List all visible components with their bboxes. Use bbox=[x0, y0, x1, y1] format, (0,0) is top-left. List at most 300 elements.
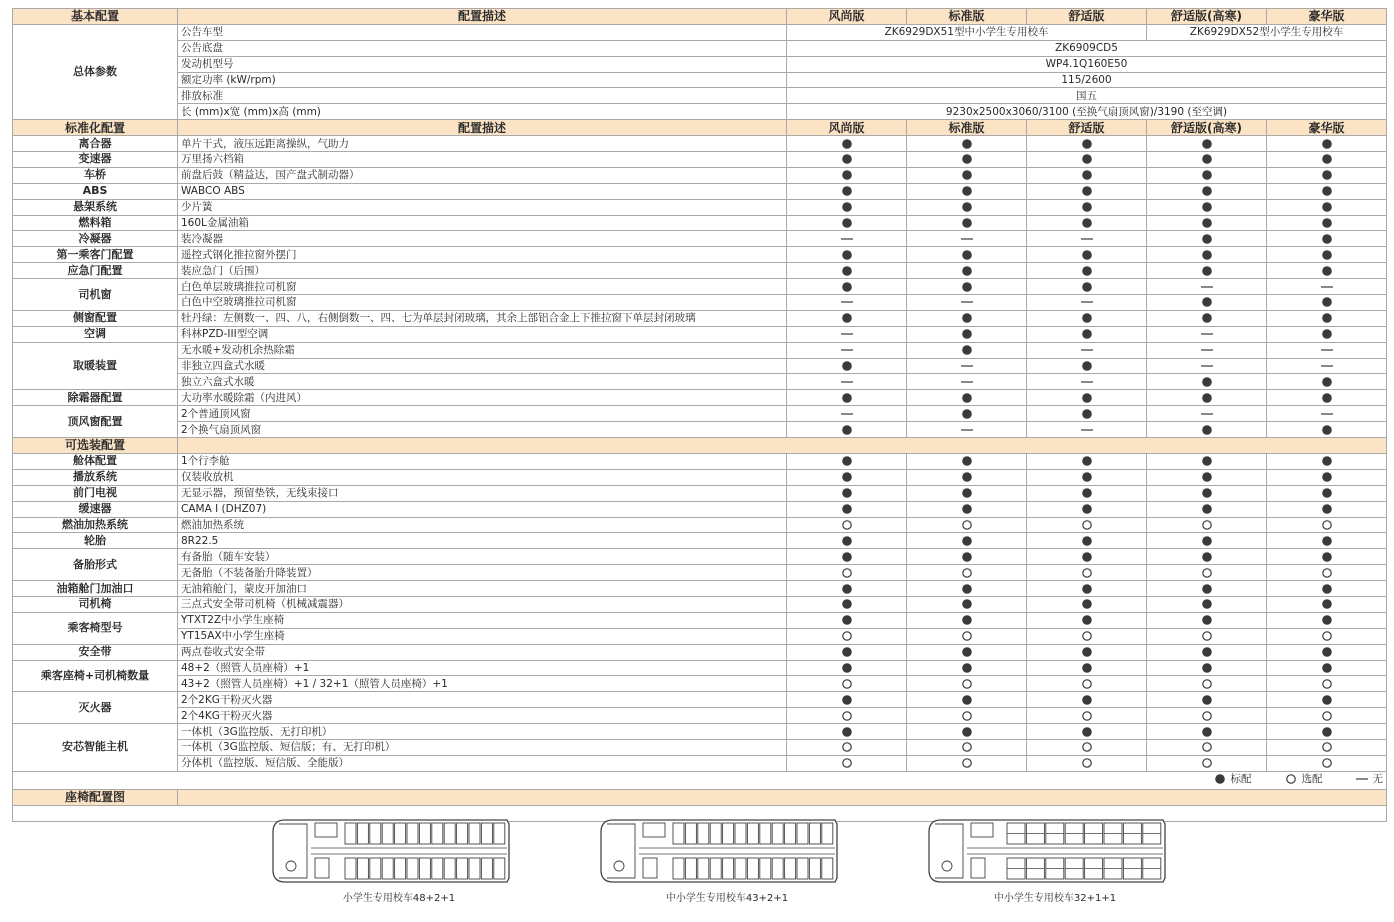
category-cell: ABS bbox=[13, 183, 178, 199]
section-header-row bbox=[13, 9, 1387, 25]
legend-item bbox=[1355, 772, 1384, 786]
standard-mark-icon bbox=[1080, 360, 1094, 372]
mark-cell bbox=[787, 581, 907, 597]
category-cell: 安芯智能主机 bbox=[13, 724, 178, 772]
legend-item bbox=[1284, 772, 1323, 786]
desc-cell: 非独立四盒式水暖 bbox=[178, 358, 787, 374]
variant-column-header: 舒适版(高寒) bbox=[1147, 9, 1267, 25]
standard-mark-icon bbox=[1320, 551, 1334, 563]
none-mark-icon bbox=[840, 296, 854, 308]
section-header-fill bbox=[178, 789, 1387, 805]
mark-cell bbox=[1147, 533, 1267, 549]
standard-mark-icon bbox=[1320, 694, 1334, 706]
standard-mark-icon bbox=[960, 646, 974, 658]
standard-mark-icon bbox=[960, 265, 974, 277]
optional-mark-icon bbox=[1200, 519, 1214, 531]
none-mark-icon bbox=[1355, 773, 1369, 785]
optional-mark-icon bbox=[1080, 567, 1094, 579]
mark-cell bbox=[1147, 326, 1267, 342]
mark-cell bbox=[787, 342, 907, 358]
mark-cell bbox=[1147, 612, 1267, 628]
value-cell: ZK6929DX51型中小学生专用校车 bbox=[787, 24, 1147, 40]
mark-cell bbox=[1267, 247, 1387, 263]
mark-cell bbox=[907, 565, 1027, 581]
standard-mark-icon bbox=[960, 249, 974, 261]
standard-mark-icon bbox=[840, 726, 854, 738]
optional-mark-icon bbox=[840, 710, 854, 722]
category-cell: 轮胎 bbox=[13, 533, 178, 549]
category-cell: 油箱舱门加油口 bbox=[13, 581, 178, 597]
standard-mark-icon bbox=[960, 487, 974, 499]
spec-row bbox=[13, 152, 1387, 168]
standard-mark-icon bbox=[1320, 138, 1334, 150]
mark-cell bbox=[907, 501, 1027, 517]
category-cell: 悬架系统 bbox=[13, 199, 178, 215]
mark-cell bbox=[1147, 295, 1267, 311]
mark-cell bbox=[1267, 469, 1387, 485]
mark-cell bbox=[1027, 739, 1147, 755]
mark-cell bbox=[1267, 755, 1387, 771]
mark-cell bbox=[907, 215, 1027, 231]
mark-cell bbox=[907, 453, 1027, 469]
mark-cell bbox=[1267, 279, 1387, 295]
standard-mark-icon bbox=[1213, 773, 1227, 785]
standard-mark-icon bbox=[1320, 471, 1334, 483]
mark-cell bbox=[907, 739, 1027, 755]
spec-row bbox=[13, 310, 1387, 326]
mark-cell bbox=[787, 453, 907, 469]
value-cell: 国五 bbox=[787, 88, 1387, 104]
standard-mark-icon bbox=[1200, 455, 1214, 467]
standard-mark-icon bbox=[960, 281, 974, 293]
desc-cell: 公告车型 bbox=[178, 24, 787, 40]
mark-cell bbox=[1027, 358, 1147, 374]
standard-mark-icon bbox=[840, 487, 854, 499]
mark-cell bbox=[1267, 263, 1387, 279]
basic-row bbox=[13, 56, 1387, 72]
optional-mark-icon bbox=[1320, 710, 1334, 722]
category-cell: 离合器 bbox=[13, 136, 178, 152]
mark-cell bbox=[787, 469, 907, 485]
mark-cell bbox=[907, 136, 1027, 152]
spec-row bbox=[13, 215, 1387, 231]
mark-cell bbox=[1267, 310, 1387, 326]
mark-cell bbox=[1147, 358, 1267, 374]
none-mark-icon bbox=[1080, 296, 1094, 308]
mark-cell bbox=[1267, 517, 1387, 533]
mark-cell bbox=[1267, 326, 1387, 342]
mark-cell bbox=[1147, 279, 1267, 295]
desc-cell: YTXT2Z中小学生座椅 bbox=[178, 612, 787, 628]
none-mark-icon bbox=[960, 376, 974, 388]
section-title: 标准化配置 bbox=[13, 120, 178, 136]
desc-cell: 遥控式钢化推拉窗外摆门 bbox=[178, 247, 787, 263]
mark-cell bbox=[1027, 247, 1147, 263]
category-cell: 灭火器 bbox=[13, 692, 178, 724]
mark-cell bbox=[787, 215, 907, 231]
spec-row bbox=[13, 469, 1387, 485]
mark-cell bbox=[1267, 136, 1387, 152]
standard-mark-icon bbox=[1320, 614, 1334, 626]
desc-cell: 白色单层玻璃推拉司机窗 bbox=[178, 279, 787, 295]
optional-mark-icon bbox=[1320, 741, 1334, 753]
mark-cell bbox=[1027, 183, 1147, 199]
desc-cell: 160L金属油箱 bbox=[178, 215, 787, 231]
standard-mark-icon bbox=[960, 598, 974, 610]
mark-cell bbox=[1267, 692, 1387, 708]
mark-cell bbox=[787, 533, 907, 549]
mark-cell bbox=[1147, 422, 1267, 438]
basic-row bbox=[13, 24, 1387, 40]
mark-cell bbox=[1147, 565, 1267, 581]
value-cell: 9230x2500x3060/3100 (至换气扇顶风窗)/3190 (至空调) bbox=[787, 104, 1387, 120]
mark-cell bbox=[907, 247, 1027, 263]
spec-row bbox=[13, 660, 1387, 676]
desc-cell: 2个4KG干粉灭火器 bbox=[178, 708, 787, 724]
mark-cell bbox=[1027, 453, 1147, 469]
mark-cell bbox=[787, 676, 907, 692]
desc-cell: 发动机型号 bbox=[178, 56, 787, 72]
spec-row bbox=[13, 612, 1387, 628]
standard-mark-icon bbox=[1200, 376, 1214, 388]
mark-cell bbox=[1027, 724, 1147, 740]
standard-mark-icon bbox=[840, 138, 854, 150]
desc-cell: 少片簧 bbox=[178, 199, 787, 215]
mark-cell bbox=[907, 644, 1027, 660]
spec-row bbox=[13, 596, 1387, 612]
standard-mark-icon bbox=[840, 424, 854, 436]
section-title: 座椅配置图 bbox=[13, 789, 178, 805]
mark-cell bbox=[1267, 453, 1387, 469]
mark-cell bbox=[787, 183, 907, 199]
category-cell: 除霜器配置 bbox=[13, 390, 178, 406]
optional-mark-icon bbox=[1320, 757, 1334, 769]
mark-cell bbox=[1027, 501, 1147, 517]
optional-mark-icon bbox=[840, 741, 854, 753]
seat-layout-row bbox=[13, 805, 1387, 821]
standard-mark-icon bbox=[1080, 138, 1094, 150]
desc-cell: 燃油加热系统 bbox=[178, 517, 787, 533]
mark-cell bbox=[1027, 612, 1147, 628]
mark-cell bbox=[1267, 708, 1387, 724]
mark-cell bbox=[907, 628, 1027, 644]
legend-row bbox=[13, 771, 1387, 789]
mark-cell bbox=[1147, 453, 1267, 469]
standard-mark-icon bbox=[960, 328, 974, 340]
standard-mark-icon bbox=[1200, 265, 1214, 277]
basic-row bbox=[13, 40, 1387, 56]
none-mark-icon bbox=[1200, 328, 1214, 340]
none-mark-icon bbox=[840, 376, 854, 388]
category-cell: 空调 bbox=[13, 326, 178, 342]
mark-cell bbox=[907, 310, 1027, 326]
desc-cell: 无水暖+发动机余热除霜 bbox=[178, 342, 787, 358]
mark-cell bbox=[787, 390, 907, 406]
standard-mark-icon bbox=[1080, 455, 1094, 467]
mark-cell bbox=[1027, 755, 1147, 771]
none-mark-icon bbox=[1080, 424, 1094, 436]
mark-cell bbox=[1147, 342, 1267, 358]
spec-row bbox=[13, 183, 1387, 199]
optional-mark-icon bbox=[960, 710, 974, 722]
mark-cell bbox=[1147, 183, 1267, 199]
standard-mark-icon bbox=[1080, 249, 1094, 261]
mark-cell bbox=[907, 279, 1027, 295]
mark-cell bbox=[787, 310, 907, 326]
standard-mark-icon bbox=[840, 455, 854, 467]
standard-mark-icon bbox=[1080, 535, 1094, 547]
mark-cell bbox=[787, 549, 907, 565]
desc-cell: 长 (mm)x宽 (mm)x高 (mm) bbox=[178, 104, 787, 120]
mark-cell bbox=[907, 152, 1027, 168]
spec-row bbox=[13, 628, 1387, 644]
spec-row bbox=[13, 517, 1387, 533]
standard-mark-icon bbox=[840, 583, 854, 595]
variant-column-header: 标准版 bbox=[907, 9, 1027, 25]
standard-mark-icon bbox=[840, 392, 854, 404]
optional-mark-icon bbox=[840, 678, 854, 690]
mark-cell bbox=[787, 565, 907, 581]
standard-mark-icon bbox=[1320, 503, 1334, 515]
none-mark-icon bbox=[960, 360, 974, 372]
optional-mark-icon bbox=[1200, 678, 1214, 690]
none-mark-icon bbox=[1200, 408, 1214, 420]
mark-cell bbox=[907, 326, 1027, 342]
standard-mark-icon bbox=[840, 662, 854, 674]
spec-row bbox=[13, 263, 1387, 279]
none-mark-icon bbox=[1080, 376, 1094, 388]
mark-cell bbox=[787, 501, 907, 517]
mark-cell bbox=[1027, 628, 1147, 644]
standard-mark-icon bbox=[840, 535, 854, 547]
standard-mark-icon bbox=[1200, 662, 1214, 674]
standard-mark-icon bbox=[1320, 535, 1334, 547]
spec-row bbox=[13, 724, 1387, 740]
standard-mark-icon bbox=[1200, 296, 1214, 308]
mark-cell bbox=[1267, 724, 1387, 740]
mark-cell bbox=[1027, 326, 1147, 342]
mark-cell bbox=[907, 533, 1027, 549]
mark-cell bbox=[907, 199, 1027, 215]
standard-mark-icon bbox=[1320, 487, 1334, 499]
mark-cell bbox=[907, 708, 1027, 724]
mark-cell bbox=[1147, 724, 1267, 740]
standard-mark-icon bbox=[1200, 646, 1214, 658]
spec-row bbox=[13, 390, 1387, 406]
standard-mark-icon bbox=[960, 312, 974, 324]
bus-seat-layout-diagram bbox=[927, 818, 1167, 884]
spec-row bbox=[13, 692, 1387, 708]
desc-cell: 2个换气扇顶风窗 bbox=[178, 422, 787, 438]
section-title: 基本配置 bbox=[13, 9, 178, 25]
mark-cell bbox=[907, 676, 1027, 692]
standard-mark-icon bbox=[1080, 408, 1094, 420]
spec-row bbox=[13, 136, 1387, 152]
standard-mark-icon bbox=[1080, 583, 1094, 595]
standard-mark-icon bbox=[840, 201, 854, 213]
variant-column-header: 风尚版 bbox=[787, 120, 907, 136]
desc-cell: 2个普通顶风窗 bbox=[178, 406, 787, 422]
standard-mark-icon bbox=[1200, 694, 1214, 706]
spec-row bbox=[13, 549, 1387, 565]
mark-cell bbox=[1027, 342, 1147, 358]
mark-cell bbox=[907, 755, 1027, 771]
spec-row bbox=[13, 755, 1387, 771]
category-cell: 司机窗 bbox=[13, 279, 178, 311]
standard-mark-icon bbox=[1320, 249, 1334, 261]
standard-mark-icon bbox=[1200, 614, 1214, 626]
mark-cell bbox=[1267, 612, 1387, 628]
desc-cell: 三点式安全带司机椅（机械减震器） bbox=[178, 596, 787, 612]
mark-cell bbox=[787, 724, 907, 740]
desc-cell: 1个行李舱 bbox=[178, 453, 787, 469]
standard-mark-icon bbox=[960, 408, 974, 420]
mark-cell bbox=[1147, 199, 1267, 215]
standard-mark-icon bbox=[960, 455, 974, 467]
category-cell: 司机椅 bbox=[13, 596, 178, 612]
variant-column-header: 风尚版 bbox=[787, 9, 907, 25]
standard-mark-icon bbox=[1320, 217, 1334, 229]
spec-row bbox=[13, 326, 1387, 342]
mark-cell bbox=[787, 374, 907, 390]
category-cell: 乘客椅型号 bbox=[13, 612, 178, 644]
mark-cell bbox=[1147, 739, 1267, 755]
standard-mark-icon bbox=[1200, 551, 1214, 563]
desc-cell: YT15AX中小学生座椅 bbox=[178, 628, 787, 644]
mark-cell bbox=[907, 263, 1027, 279]
mark-cell bbox=[1027, 692, 1147, 708]
mark-cell bbox=[1267, 295, 1387, 311]
standard-mark-icon bbox=[840, 249, 854, 261]
optional-mark-icon bbox=[1284, 773, 1298, 785]
standard-mark-icon bbox=[960, 535, 974, 547]
none-mark-icon bbox=[960, 296, 974, 308]
bus-seat-layout-diagram bbox=[599, 818, 839, 884]
mark-cell bbox=[787, 279, 907, 295]
standard-mark-icon bbox=[960, 201, 974, 213]
spec-row bbox=[13, 295, 1387, 311]
standard-mark-icon bbox=[1080, 471, 1094, 483]
seat-layout-panel bbox=[13, 805, 1387, 904]
category-cell: 舱体配置 bbox=[13, 453, 178, 469]
mark-cell bbox=[787, 422, 907, 438]
variant-column-header: 舒适版 bbox=[1027, 120, 1147, 136]
spec-row bbox=[13, 708, 1387, 724]
standard-mark-icon bbox=[1320, 328, 1334, 340]
optional-mark-icon bbox=[960, 519, 974, 531]
desc-cell: 装应急门（后围） bbox=[178, 263, 787, 279]
value-cell: 115/2600 bbox=[787, 72, 1387, 88]
basic-row bbox=[13, 88, 1387, 104]
mark-cell bbox=[1267, 374, 1387, 390]
desc-cell: 大功率水暖除霜（内进风） bbox=[178, 390, 787, 406]
desc-cell: WABCO ABS bbox=[178, 183, 787, 199]
standard-mark-icon bbox=[1200, 471, 1214, 483]
standard-mark-icon bbox=[1080, 281, 1094, 293]
standard-mark-icon bbox=[1200, 535, 1214, 547]
spec-row bbox=[13, 167, 1387, 183]
section-header-row bbox=[13, 789, 1387, 805]
variant-column-header: 标准版 bbox=[907, 120, 1027, 136]
mark-cell bbox=[1267, 533, 1387, 549]
standard-mark-icon bbox=[840, 551, 854, 563]
spec-row bbox=[13, 358, 1387, 374]
none-mark-icon bbox=[1080, 233, 1094, 245]
desc-cell: 额定功率 (kW/rpm) bbox=[178, 72, 787, 88]
variant-column-header: 舒适版 bbox=[1027, 9, 1147, 25]
mark-cell bbox=[1147, 581, 1267, 597]
optional-mark-icon bbox=[840, 630, 854, 642]
optional-mark-icon bbox=[960, 741, 974, 753]
spec-table bbox=[12, 8, 1387, 904]
standard-mark-icon bbox=[1200, 185, 1214, 197]
standard-mark-icon bbox=[1080, 392, 1094, 404]
optional-mark-icon bbox=[840, 757, 854, 769]
mark-cell bbox=[1147, 628, 1267, 644]
mark-cell bbox=[907, 596, 1027, 612]
spec-row bbox=[13, 199, 1387, 215]
mark-cell bbox=[1027, 231, 1147, 247]
mark-cell bbox=[1267, 422, 1387, 438]
category-cell: 车桥 bbox=[13, 167, 178, 183]
variant-column-header: 豪华版 bbox=[1267, 120, 1387, 136]
mark-cell bbox=[1267, 676, 1387, 692]
standard-mark-icon bbox=[840, 503, 854, 515]
mark-cell bbox=[787, 517, 907, 533]
optional-mark-icon bbox=[1200, 567, 1214, 579]
mark-cell bbox=[787, 247, 907, 263]
category-cell: 应急门配置 bbox=[13, 263, 178, 279]
mark-cell bbox=[787, 136, 907, 152]
mark-cell bbox=[1027, 517, 1147, 533]
mark-cell bbox=[907, 612, 1027, 628]
standard-mark-icon bbox=[1320, 646, 1334, 658]
mark-cell bbox=[1147, 676, 1267, 692]
category-cell: 第一乘客门配置 bbox=[13, 247, 178, 263]
standard-mark-icon bbox=[1200, 487, 1214, 499]
mark-cell bbox=[787, 199, 907, 215]
mark-cell bbox=[907, 406, 1027, 422]
standard-mark-icon bbox=[960, 471, 974, 483]
mark-cell bbox=[1147, 263, 1267, 279]
standard-mark-icon bbox=[960, 694, 974, 706]
mark-cell bbox=[1267, 358, 1387, 374]
mark-cell bbox=[1267, 342, 1387, 358]
standard-mark-icon bbox=[1320, 169, 1334, 181]
mark-cell bbox=[1027, 660, 1147, 676]
legend-item bbox=[1213, 772, 1252, 786]
category-cell: 顶风窗配置 bbox=[13, 406, 178, 438]
mark-cell bbox=[1027, 406, 1147, 422]
none-mark-icon bbox=[960, 233, 974, 245]
mark-cell bbox=[787, 692, 907, 708]
standard-mark-icon bbox=[1080, 328, 1094, 340]
mark-cell bbox=[907, 295, 1027, 311]
mark-cell bbox=[787, 167, 907, 183]
bus-seat-layout-diagram bbox=[271, 818, 511, 884]
category-cell: 燃料箱 bbox=[13, 215, 178, 231]
mark-cell bbox=[1147, 708, 1267, 724]
legend-label: 选配 bbox=[1301, 772, 1323, 785]
optional-mark-icon bbox=[840, 567, 854, 579]
mark-cell bbox=[1027, 167, 1147, 183]
mark-cell bbox=[907, 231, 1027, 247]
mark-cell bbox=[1267, 406, 1387, 422]
mark-cell bbox=[1147, 692, 1267, 708]
standard-mark-icon bbox=[1080, 265, 1094, 277]
desc-cell: 单片干式，液压远距离操纵，气助力 bbox=[178, 136, 787, 152]
category-cell: 缓速器 bbox=[13, 501, 178, 517]
